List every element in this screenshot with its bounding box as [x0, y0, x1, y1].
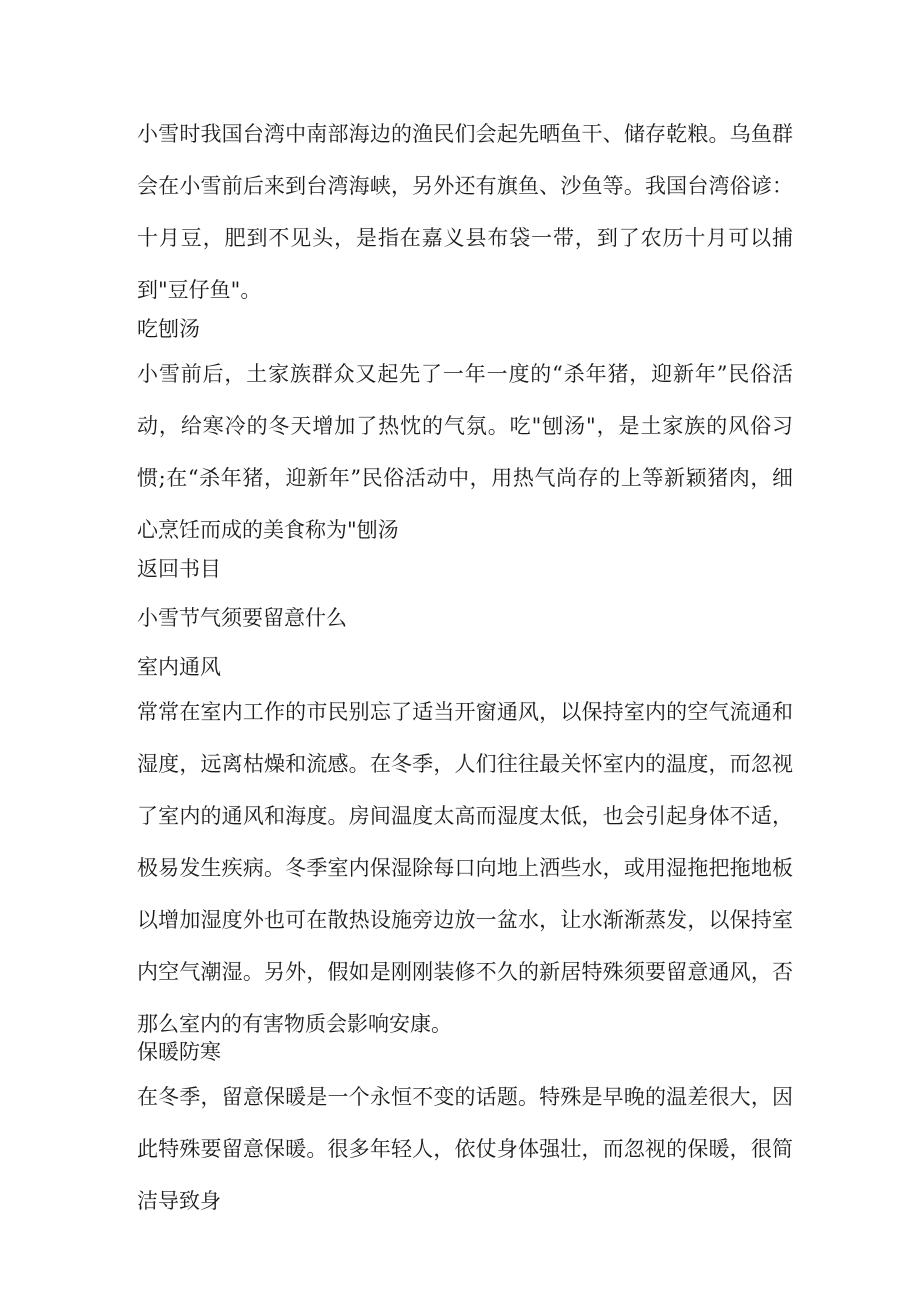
paragraph-dried-fish: 小雪时我国台湾中南部海边的渔民们会起先晒鱼干、储存乾粮。乌鱼群会在小雪前后来到台湾海峡，另外还有旗鱼、沙鱼等。我国台湾俗谚：十月豆，肥到不见头，是指在嘉义县布袋一带，到了农历十月可以捕到"豆仔鱼"。 — [137, 122, 793, 302]
heading-xiaoxue-precautions: 小雪节气须要留意什么 — [137, 606, 347, 630]
heading-back-to-contents: 返回书目 — [137, 557, 221, 581]
heading-keep-warm: 保暖防寒 — [137, 1040, 221, 1064]
heading-paotang: 吃刨汤 — [137, 317, 200, 341]
heading-ventilation: 室内通风 — [137, 655, 221, 679]
paragraph-keep-warm: 在冬季，留意保暖是一个永恒不变的话题。特殊是早晚的温差很大，因此特殊要留意保暖。很多年轻人，依仗身体强壮，而忽视的保暖，很简洁导致身 — [137, 1085, 793, 1213]
paragraph-ventilation: 常常在室内工作的市民别忘了适当开窗通风，以保持室内的空气流通和湿度，远离枯燥和流感。在冬季，人们往往最关怀室内的温度，而忽视了室内的通风和海度。房间温度太高而湿度太低，也会引起身体不适，极易发生疾病。冬季室内保湿除每口向地上洒些水，或用湿拖把拖地板以增加湿度外也可在散热设施旁边放一盆水，让水渐渐蒸发，以保持室内空气潮湿。另外，假如是刚刚装修不久的新居特殊须要留意通风，否那么室内的有害物质会影响安康。 — [137, 700, 793, 1036]
paragraph-paotang: 小雪前后，土家族群众又起先了一年一度的“杀年猪，迎新年”民俗活动，给寒冷的冬天增加了热忱的气氛。吃"刨汤"，是土家族的风俗习惯;在“杀年猪，迎新年”民俗活动中，用热气尚存的上等新颖猪肉，细心烹饪而成的美食称为"刨汤 — [137, 362, 793, 542]
